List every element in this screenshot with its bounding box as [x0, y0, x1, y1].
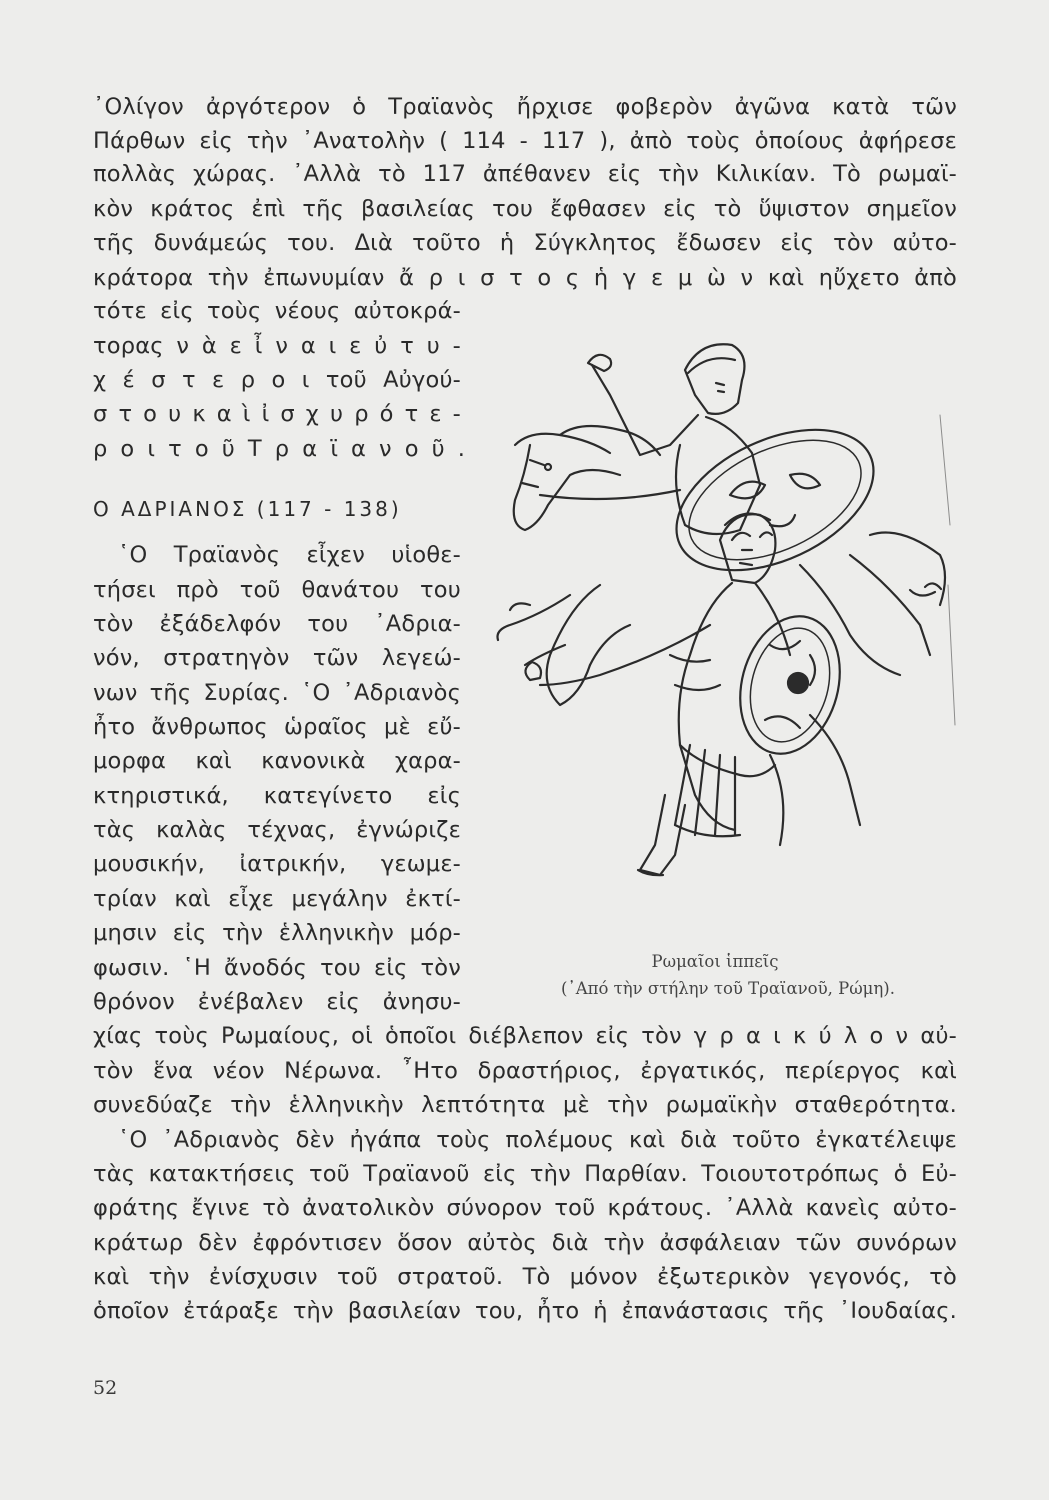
text-line: κὸν κράτος ἐπὶ τῆς βασιλείας του ἔφθασεν εἰς τὸ ὕψιστον σημεῖον [93, 196, 957, 222]
text-line: καὶ τὴν ἐνίσχυσιν τοῦ στρατοῦ. Τὸ μόνον ἐξωτερικὸν γεγονός, τὸ [93, 1264, 957, 1290]
text-line: τὰς καλὰς τέχνας, ἐγνώριζε [93, 817, 461, 843]
text-line: Πάρθων εἰς τὴν ᾿Ανατολὴν ( 114 - 117 ), ἀπὸ τοὺς ὁποίους ἀφήρεσε [93, 128, 957, 154]
text-line: τρίαν καὶ εἶχε μεγάλην ἐκτί- [93, 886, 461, 912]
text-line: κράτωρ δὲν ἐφρόντισεν ὅσον αὐτὸς διὰ τὴν ἀσφάλειαν τῶν συνόρων [93, 1230, 957, 1256]
text-line: τὸν ἐξάδελφόν του ᾿Αδρια- [93, 611, 461, 637]
text-line: σ τ ο υ κ α ὶ ἰ σ χ υ ρ ό τ ε - [93, 401, 461, 427]
text-line: συνεδύαζε τὴν ἑλληνικὴν λεπτότητα μὲ τὴν ρωμαϊκὴν σταθερότητα. [93, 1092, 957, 1118]
text-line: θρόνον ἐνέβαλεν εἰς ἀνησυ- [93, 989, 461, 1015]
text-line: ῾Ο Τραϊανὸς εἶχεν υἱοθε- [118, 542, 461, 568]
roman-cavalry-illustration-icon [470, 325, 970, 945]
figure-caption-source: (᾿Από τὴν στήλην τοῦ Τραϊανοῦ, Ρώμη). [561, 979, 895, 998]
text-line: κράτορα τὴν ἐπωνυμίαν ἄ ρ ι σ τ ο ς ἡ γ ε μ ὼ ν καὶ ηὔχετο ἀπὸ [93, 265, 957, 291]
text-line: κτηριστικά, κατεγίνετο εἰς [93, 783, 461, 809]
text-line: ὁποῖον ἐτάραξε τὴν βασιλείαν του, ἦτο ἡ ἐπανάστασις τῆς ᾿Ιουδαίας. [93, 1298, 957, 1324]
text-line: μησιν εἰς τὴν ἑλληνικὴν μόρ- [93, 920, 461, 946]
text-line: μουσικήν, ἰατρικήν, γεωμε- [93, 851, 461, 877]
text-line: νόν, στρατηγὸν τῶν λεγεώ- [93, 645, 461, 671]
text-line: τήσει πρὸ τοῦ θανάτου του [93, 577, 461, 603]
text-line: χ έ σ τ ε ρ ο ι τοῦ Αὐγού- [93, 367, 461, 393]
page-number: 52 [93, 1377, 118, 1399]
text-line: τῆς δυνάμεώς του. Διὰ τοῦτο ἡ Σύγκλητος ἔδωσεν εἰς τὸν αὐτο- [93, 230, 957, 256]
text-line: ῾Ο ᾿Αδριανὸς δὲν ἠγάπα τοὺς πολέμους καὶ διὰ τοῦτο ἐγκατέλειψε [118, 1127, 957, 1153]
text-line: ᾿Ολίγον ἀργότερον ὁ Τραϊανὸς ἤρχισε φοβερὸν ἀγῶνα κατὰ τῶν [93, 94, 957, 120]
text-line: φράτης ἔγινε τὸ ἀνατολικὸν σύνορον τοῦ κράτους. ᾿Αλλὰ κανεὶς αὐτο- [93, 1195, 957, 1221]
section-heading: Ο ΑΔΡΙΑΝΟΣ (117 - 138) [93, 497, 402, 521]
text-line: ἦτο ἄνθρωπος ὡραῖος μὲ εὔ- [93, 714, 461, 740]
figure-caption-title: Ρωμαῖοι ἱππεῖς [651, 952, 779, 971]
text-line: μορφα καὶ κανονικὰ χαρα- [93, 748, 461, 774]
text-line: φωσιν. ῾Η ἄνοδός του εἰς τὸν [93, 955, 461, 981]
text-line: τὰς κατακτήσεις τοῦ Τραϊανοῦ εἰς τὴν Παρθίαν. Τοιουτοτρόπως ὁ Εὐ- [93, 1161, 957, 1187]
text-line: χίας τοὺς Ρωμαίους, οἱ ὁποῖοι διέβλεπον εἰς τὸν γ ρ α ι κ ύ λ ο ν αὐ- [93, 1023, 957, 1049]
text-line: τότε εἰς τοὺς νέους αὐτοκρά- [93, 298, 461, 324]
text-line: νων τῆς Συρίας. ῾Ο ᾿Αδριανὸς [93, 680, 461, 706]
text-line: τορας ν ὰ ε ἶ ν α ι ε ὐ τ υ - [93, 333, 461, 359]
text-line: τὸν ἕνα νέον Νέρωνα. ῏Ητο δραστήριος, ἐργατικός, περίεργος καὶ [93, 1058, 957, 1084]
text-line: ρ ο ι τ ο ῦ Τ ρ α ϊ α ν ο ῦ . [93, 436, 468, 462]
text-line: πολλὰς χώρας. ᾿Αλλὰ τὸ 117 ἀπέθανεν εἰς τὴν Κιλικίαν. Τὸ ρωμαϊ- [93, 161, 957, 187]
